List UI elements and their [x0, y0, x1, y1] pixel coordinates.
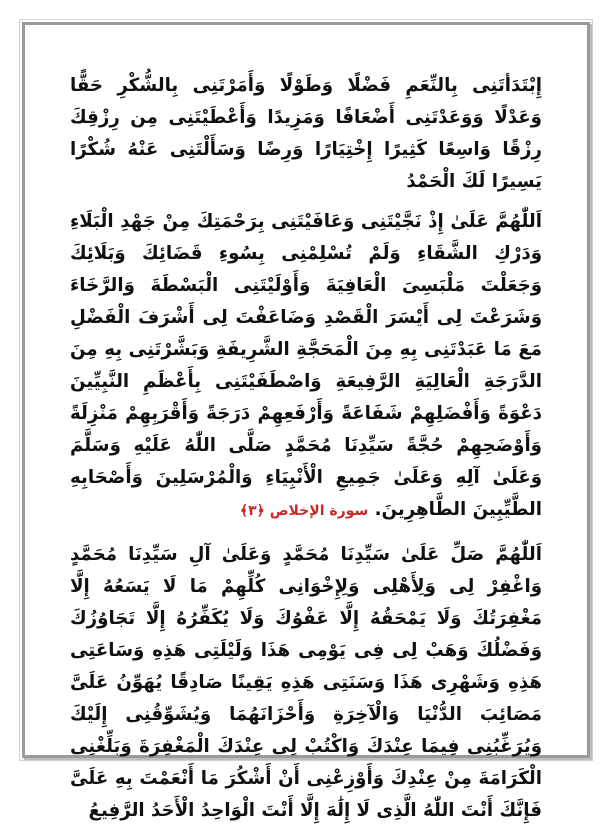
paragraph-3-text: اَللّٰهُمَّ صَلِّ عَلَىٰ سَيِّدِنَا مُحَمَّدٍ وَعَلَىٰ آلِ سَيِّدِنَا مُحَمَّدٍ وَاغْفِرْ لِى وَلِأَهْلِى وَلِإِخْوَانِى كُلِّهِمْ مَا لَا يَسَعُهُ إِلَّا مَغْفِرَتُكَ وَلَا يَمْحَقُهُ إِلَّا عَفْوُكَ وَلَا يُكَفِّرُهُ إِلَّا تَجَاوُزُكَ وَفَضْلُكَ وَهَبْ لِى فِى يَوْمِى هَذَا وَلَيْلَتِى هَذِهِ وَسَاعَتِى هَذِهِ وَشَهْرِى هَذَا وَسَنَتِى هَذِهِ يَقِينًا صَادِقًا يُهَوِّنُ عَلَىَّ مَصَائِبَ الدُّنْيَا وَالْآخِرَةِ وَأَحْزَانَهُمَا وَيُشَوِّقُنِى إِلَيْكَ وَيُرَغِّبُنِى فِيمَا عِنْدَكَ وَاكْتُبْ لِى عِنْدَكَ الْمَغْفِرَةَ وَبَلِّغْنِى الْكَرَامَةَ مِنْ عِنْدِكَ وَأَوْزِعْنِى أَنْ أَشْكُرَ مَا أَنْعَمْتَ بِهِ عَلَىَّ فَإِنَّكَ أَنْتَ اللّٰهُ الَّذِى لَا إِلَٰهَ إِلَّا أَنْتَ الْوَاحِدُ الْأَحَدُ الرَّفِيعُ [70, 544, 542, 821]
paragraph-2 [70, 206, 542, 527]
dua-text-body [70, 70, 542, 821]
paragraph-1 [70, 70, 542, 198]
paragraph-1-text: إِبْتَدَأتَنِى بِالنِّعَمِ فَضْلًا وَطَوْلًا وَأَمَرْتَنِى بِالشُّكْرِ حَقًّا وَعَدْلًا وَوَعَدْتَنِى أَضْعَافًا وَمَزِيدًا وَأَعْطَيْتَنِى مِن رِزْقِكَ رِزْقًا وَاسِعًا كَثِيرًا إِخْتِيَارًا وَرِضًا وَسَأَلْتَنِى عَنْهُ شُكْرًا يَسِيرًا لَكَ الْحَمْدُ [70, 75, 542, 192]
surah-reference: سورة الإخلاص ﴿٣﴾ [239, 503, 369, 519]
paragraph-3 [70, 539, 542, 827]
paragraph-2-text: اَللّٰهُمَّ عَلَىٰ إِذْ نَجَّيْتَنِى وَعَافَيْتَنِى بِرَحْمَتِكَ مِنْ جَهْدِ الْبَلَاءِ وَدَرْكِ الشَّقَاءِ وَلَمْ تُسْلِمْنِى بِسُوءِ قَضَائِكَ وَبَلَائِكَ وَجَعَلْتَ مَلْبَسِىَ الْعَافِيَةَ وَأَوْلَيْتَنِى الْبَسْطَةَ وَالرَّخَاءَ وَشَرَعْتَ لِى أَيْسَرَ الْقَصْدِ وَضَاعَفْتَ لِى أَشْرَفَ الْفَضْلِ مَعَ مَا عَبَدْتَنِى بِهِ مِنَ الْمَحَجَّةِ الشَّرِيفَةِ وَبَشَّرْتَنِى بِهِ مِنَ الدَّرَجَةِ الْعَالِيَةِ الرَّفِيعَةِ وَاصْطَفَيْتَنِى بِأَعْظَمِ النَّبِيِّينَ دَعْوَةً وَأَفْضَلِهِمْ شَفَاعَةً وَأَرْفَعِهِمْ دَرَجَةً وَأَقْرَبِهِمْ مَنْزِلَةً وَأَوْضَحِهِمْ حُجَّةً سَيِّدِنَا مُحَمَّدٍ صَلَّى اللّٰهُ عَلَيْهِ وَسَلَّمَ وَعَلَىٰ آلِهِ وَعَلَىٰ جَمِيعِ الْأَنْبِيَاءِ وَالْمُرْسَلِينَ وَأَصْحَابِهِ الطَّيِّبِينَ الطَّاهِرِينَ. [70, 211, 542, 520]
